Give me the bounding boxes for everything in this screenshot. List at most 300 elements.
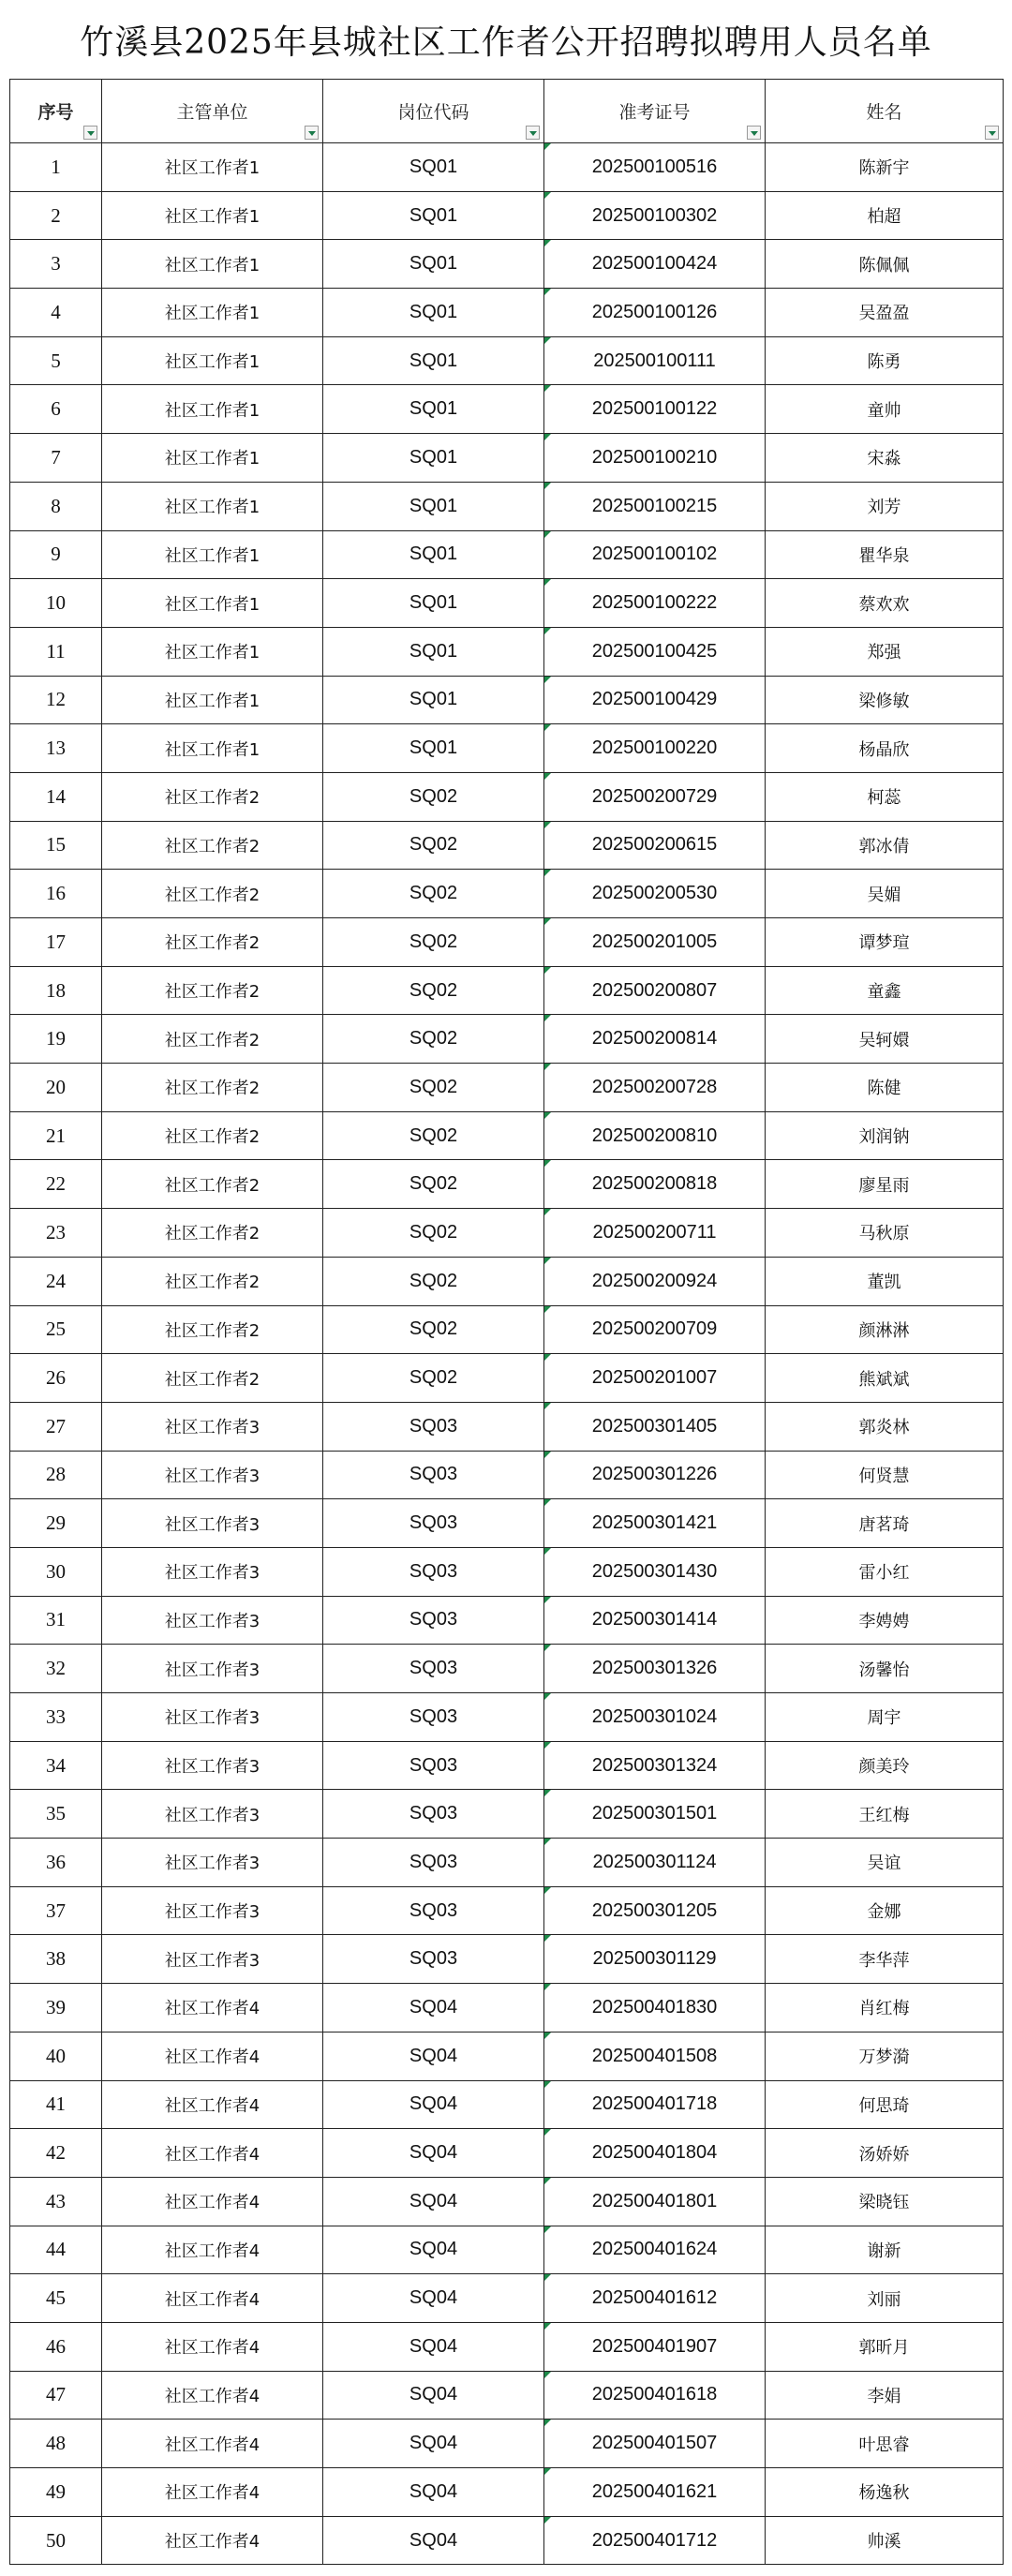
unit-cell: 社区工作者3: [102, 1547, 323, 1596]
green-corner-marker: [544, 579, 551, 586]
seq-cell: 15: [10, 821, 102, 870]
green-corner-marker: [544, 773, 551, 780]
name-cell: 肖红梅: [766, 1984, 1004, 2033]
ticket-cell: 202500100220: [544, 724, 766, 773]
green-corner-marker: [544, 1160, 551, 1167]
unit-cell: 社区工作者1: [102, 482, 323, 530]
unit-cell: 社区工作者2: [102, 870, 323, 918]
filter-dropdown-icon[interactable]: [83, 126, 97, 140]
ticket-cell: 202500100425: [544, 627, 766, 676]
green-corner-marker: [544, 2274, 551, 2281]
ticket-cell: 202500201007: [544, 1354, 766, 1403]
table-row: [10, 240, 1004, 289]
green-corner-marker: [544, 1258, 551, 1264]
unit-cell: 社区工作者4: [102, 2032, 323, 2080]
seq-cell: 42: [10, 2129, 102, 2178]
ticket-cell: 202500301226: [544, 1451, 766, 1499]
ticket-cell: 202500100222: [544, 579, 766, 628]
unit-cell: 社区工作者4: [102, 2371, 323, 2420]
table-row: [10, 2468, 1004, 2517]
green-corner-marker: [544, 2323, 551, 2330]
green-corner-marker: [544, 1693, 551, 1700]
ticket-cell: 202500100424: [544, 240, 766, 289]
seq-cell: 13: [10, 724, 102, 773]
ticket-cell: 202500200807: [544, 966, 766, 1015]
ticket-cell: 202500200729: [544, 772, 766, 821]
ticket-cell: 202500301324: [544, 1741, 766, 1790]
table-row: [10, 2516, 1004, 2565]
unit-cell: 社区工作者2: [102, 1160, 323, 1209]
page-title: 竹溪县2025年县城社区工作者公开招聘拟聘用人员名单: [80, 22, 932, 62]
green-corner-marker: [544, 2178, 551, 2184]
header-unit-label: 主管单位: [176, 102, 248, 123]
header-name-label: 姓名: [866, 102, 902, 123]
name-cell: 柏超: [766, 191, 1004, 240]
green-corner-marker: [544, 1790, 551, 1796]
ticket-cell: 202500301414: [544, 1596, 766, 1645]
name-cell: 杨逸秋: [766, 2468, 1004, 2517]
unit-cell: 社区工作者1: [102, 143, 323, 192]
unit-cell: 社区工作者1: [102, 289, 323, 337]
ticket-cell: 202500301129: [544, 1935, 766, 1984]
seq-cell: 12: [10, 676, 102, 724]
filter-dropdown-icon[interactable]: [985, 126, 999, 140]
code-cell: SQ02: [323, 870, 544, 918]
green-corner-marker: [544, 483, 551, 489]
name-cell: 刘润钠: [766, 1111, 1004, 1160]
code-cell: SQ01: [323, 289, 544, 337]
seq-cell: 19: [10, 1015, 102, 1064]
ticket-cell: 202500301405: [544, 1402, 766, 1451]
table-row: [10, 191, 1004, 240]
name-cell: 董凯: [766, 1257, 1004, 1305]
code-cell: SQ04: [323, 2322, 544, 2371]
ticket-cell: 202500401618: [544, 2371, 766, 2420]
unit-cell: 社区工作者2: [102, 918, 323, 967]
unit-cell: 社区工作者2: [102, 821, 323, 870]
green-corner-marker: [544, 1887, 551, 1894]
unit-cell: 社区工作者1: [102, 336, 323, 385]
name-cell: 熊斌斌: [766, 1354, 1004, 1403]
ticket-cell: 202500301205: [544, 1886, 766, 1935]
table-row: [10, 2322, 1004, 2371]
code-cell: SQ02: [323, 1064, 544, 1112]
name-cell: 陈佩佩: [766, 240, 1004, 289]
code-cell: SQ04: [323, 2468, 544, 2517]
unit-cell: 社区工作者4: [102, 1984, 323, 2033]
ticket-cell: 202500301430: [544, 1547, 766, 1596]
seq-cell: 6: [10, 385, 102, 434]
ticket-cell: 202500401507: [544, 2420, 766, 2468]
table-row: [10, 2371, 1004, 2420]
code-cell: SQ02: [323, 1015, 544, 1064]
ticket-cell: 202500100111: [544, 336, 766, 385]
green-corner-marker: [544, 918, 551, 925]
name-cell: 柯蕊: [766, 772, 1004, 821]
ticket-cell: 202500100516: [544, 143, 766, 192]
ticket-cell: 202500200615: [544, 821, 766, 870]
table-row: [10, 1839, 1004, 1887]
ticket-cell: 202500401508: [544, 2032, 766, 2080]
green-corner-marker: [544, 143, 551, 150]
code-cell: SQ01: [323, 385, 544, 434]
name-cell: 李娉娉: [766, 1596, 1004, 1645]
seq-cell: 3: [10, 240, 102, 289]
ticket-cell: 202500200728: [544, 1064, 766, 1112]
name-cell: 陈新宇: [766, 143, 1004, 192]
ticket-cell: 202500401621: [544, 2468, 766, 2517]
code-cell: SQ02: [323, 966, 544, 1015]
green-corner-marker: [544, 1548, 551, 1555]
unit-cell: 社区工作者1: [102, 724, 323, 773]
table-row: [10, 724, 1004, 773]
table-row: [10, 482, 1004, 530]
code-cell: SQ02: [323, 821, 544, 870]
table-row: [10, 2226, 1004, 2274]
seq-cell: 29: [10, 1499, 102, 1548]
seq-cell: 45: [10, 2274, 102, 2323]
seq-cell: 23: [10, 1209, 102, 1258]
seq-cell: 14: [10, 772, 102, 821]
name-cell: 郭炎林: [766, 1402, 1004, 1451]
seq-cell: 49: [10, 2468, 102, 2517]
green-corner-marker: [544, 1597, 551, 1603]
table-row: [10, 966, 1004, 1015]
seq-cell: 41: [10, 2080, 102, 2129]
code-cell: SQ02: [323, 1111, 544, 1160]
green-corner-marker: [544, 1064, 551, 1070]
seq-cell: 25: [10, 1305, 102, 1354]
unit-cell: 社区工作者3: [102, 1886, 323, 1935]
ticket-cell: 202500201005: [544, 918, 766, 967]
ticket-cell: 202500401801: [544, 2177, 766, 2226]
unit-cell: 社区工作者3: [102, 1645, 323, 1693]
ticket-cell: 202500301326: [544, 1645, 766, 1693]
code-cell: SQ03: [323, 1402, 544, 1451]
code-cell: SQ03: [323, 1741, 544, 1790]
code-cell: SQ03: [323, 1693, 544, 1742]
name-cell: 何贤慧: [766, 1451, 1004, 1499]
name-cell: 叶思睿: [766, 2420, 1004, 2468]
green-corner-marker: [544, 2081, 551, 2088]
seq-cell: 22: [10, 1160, 102, 1209]
code-cell: SQ04: [323, 2080, 544, 2129]
unit-cell: 社区工作者1: [102, 240, 323, 289]
ticket-cell: 202500401612: [544, 2274, 766, 2323]
table-row: [10, 289, 1004, 337]
filter-dropdown-icon[interactable]: [526, 126, 540, 140]
green-corner-marker: [544, 1935, 551, 1942]
name-cell: 郭昕月: [766, 2322, 1004, 2371]
code-cell: SQ03: [323, 1839, 544, 1887]
green-corner-marker: [544, 1112, 551, 1119]
table-row: [10, 1741, 1004, 1790]
code-cell: SQ01: [323, 482, 544, 530]
code-cell: SQ02: [323, 1209, 544, 1258]
ticket-cell: 202500200818: [544, 1160, 766, 1209]
unit-cell: 社区工作者4: [102, 2516, 323, 2565]
code-cell: SQ04: [323, 2371, 544, 2420]
table-row: [10, 1451, 1004, 1499]
name-cell: 谭梦瑄: [766, 918, 1004, 967]
table-row: [10, 1111, 1004, 1160]
green-corner-marker: [544, 434, 551, 440]
name-cell: 颜淋淋: [766, 1305, 1004, 1354]
ticket-cell: 202500301501: [544, 1790, 766, 1839]
name-cell: 帅溪: [766, 2516, 1004, 2565]
table-row: [10, 2420, 1004, 2468]
ticket-cell: 202500100210: [544, 434, 766, 483]
seq-cell: 4: [10, 289, 102, 337]
code-cell: SQ04: [323, 2516, 544, 2565]
name-cell: 雷小红: [766, 1547, 1004, 1596]
seq-cell: 46: [10, 2322, 102, 2371]
table-row: [10, 1064, 1004, 1112]
seq-cell: 7: [10, 434, 102, 483]
seq-cell: 2: [10, 191, 102, 240]
seq-cell: 10: [10, 579, 102, 628]
unit-cell: 社区工作者4: [102, 2274, 323, 2323]
code-cell: SQ01: [323, 724, 544, 773]
name-cell: 汤馨怡: [766, 1645, 1004, 1693]
name-cell: 陈健: [766, 1064, 1004, 1112]
ticket-cell: 202500100215: [544, 482, 766, 530]
name-cell: 李娟: [766, 2371, 1004, 2420]
ticket-cell: 202500301024: [544, 1693, 766, 1742]
seq-cell: 1: [10, 143, 102, 192]
unit-cell: 社区工作者2: [102, 1064, 323, 1112]
table-row: [10, 434, 1004, 483]
green-corner-marker: [544, 531, 551, 538]
name-cell: 金娜: [766, 1886, 1004, 1935]
filter-dropdown-icon[interactable]: [305, 126, 319, 140]
table-row: [10, 2274, 1004, 2323]
table-row: [10, 1935, 1004, 1984]
unit-cell: 社区工作者2: [102, 1111, 323, 1160]
code-cell: SQ03: [323, 1547, 544, 1596]
unit-cell: 社区工作者4: [102, 2226, 323, 2274]
seq-cell: 30: [10, 1547, 102, 1596]
unit-cell: 社区工作者1: [102, 627, 323, 676]
unit-cell: 社区工作者3: [102, 1839, 323, 1887]
name-cell: 蔡欢欢: [766, 579, 1004, 628]
table-row: [10, 1305, 1004, 1354]
table-row: [10, 772, 1004, 821]
name-cell: 汤娇娇: [766, 2129, 1004, 2178]
green-corner-marker: [544, 1984, 551, 1990]
green-corner-marker: [544, 628, 551, 634]
name-cell: 瞿华泉: [766, 530, 1004, 579]
table-row: [10, 821, 1004, 870]
filter-dropdown-icon[interactable]: [747, 126, 761, 140]
code-cell: SQ01: [323, 191, 544, 240]
seq-cell: 8: [10, 482, 102, 530]
ticket-cell: 202500401804: [544, 2129, 766, 2178]
table-row: [10, 1693, 1004, 1742]
unit-cell: 社区工作者4: [102, 2420, 323, 2468]
green-corner-marker: [544, 822, 551, 828]
unit-cell: 社区工作者4: [102, 2322, 323, 2371]
table-row: [10, 1209, 1004, 1258]
code-cell: SQ01: [323, 336, 544, 385]
green-corner-marker: [544, 2226, 551, 2233]
green-corner-marker: [544, 1209, 551, 1215]
unit-cell: 社区工作者2: [102, 1209, 323, 1258]
table-row: [10, 870, 1004, 918]
unit-cell: 社区工作者3: [102, 1402, 323, 1451]
header-unit: [102, 80, 323, 143]
seq-cell: 11: [10, 627, 102, 676]
code-cell: SQ04: [323, 2129, 544, 2178]
unit-cell: 社区工作者3: [102, 1741, 323, 1790]
code-cell: SQ01: [323, 627, 544, 676]
green-corner-marker: [544, 2468, 551, 2475]
seq-cell: 35: [10, 1790, 102, 1839]
name-cell: 刘芳: [766, 482, 1004, 530]
green-corner-marker: [544, 2033, 551, 2039]
green-corner-marker: [544, 192, 551, 199]
seq-cell: 43: [10, 2177, 102, 2226]
name-cell: 谢新: [766, 2226, 1004, 2274]
unit-cell: 社区工作者1: [102, 434, 323, 483]
table-row: [10, 2129, 1004, 2178]
code-cell: SQ02: [323, 1160, 544, 1209]
seq-cell: 39: [10, 1984, 102, 2033]
ticket-cell: 202500200711: [544, 1209, 766, 1258]
code-cell: SQ01: [323, 579, 544, 628]
name-cell: 吴盈盈: [766, 289, 1004, 337]
green-corner-marker: [544, 1839, 551, 1845]
seq-cell: 18: [10, 966, 102, 1015]
code-cell: SQ02: [323, 918, 544, 967]
green-corner-marker: [544, 724, 551, 731]
seq-cell: 36: [10, 1839, 102, 1887]
code-cell: SQ03: [323, 1499, 544, 1548]
table-row: [10, 143, 1004, 192]
name-cell: 郑强: [766, 627, 1004, 676]
ticket-cell: 202500401712: [544, 2516, 766, 2565]
name-cell: 何思琦: [766, 2080, 1004, 2129]
ticket-cell: 202500100429: [544, 676, 766, 724]
green-corner-marker: [544, 1306, 551, 1313]
table-row: [10, 676, 1004, 724]
green-corner-marker: [544, 677, 551, 683]
seq-cell: 21: [10, 1111, 102, 1160]
table-row: [10, 385, 1004, 434]
ticket-cell: 202500200530: [544, 870, 766, 918]
unit-cell: 社区工作者2: [102, 1305, 323, 1354]
seq-cell: 38: [10, 1935, 102, 1984]
seq-cell: 5: [10, 336, 102, 385]
name-cell: 王红梅: [766, 1790, 1004, 1839]
code-cell: SQ03: [323, 1886, 544, 1935]
table-row: [10, 2177, 1004, 2226]
green-corner-marker: [544, 967, 551, 974]
name-cell: 童帅: [766, 385, 1004, 434]
code-cell: SQ01: [323, 434, 544, 483]
code-cell: SQ03: [323, 1645, 544, 1693]
seq-cell: 33: [10, 1693, 102, 1742]
table-row: [10, 336, 1004, 385]
name-cell: 万梦漪: [766, 2032, 1004, 2080]
code-cell: SQ02: [323, 772, 544, 821]
name-cell: 梁修敏: [766, 676, 1004, 724]
unit-cell: 社区工作者2: [102, 772, 323, 821]
unit-cell: 社区工作者1: [102, 676, 323, 724]
green-corner-marker: [544, 1499, 551, 1506]
table-row: [10, 1499, 1004, 1548]
green-corner-marker: [544, 2517, 551, 2524]
table-body: [10, 143, 1004, 2565]
header-code-label: 岗位代码: [397, 102, 469, 123]
seq-cell: 27: [10, 1402, 102, 1451]
seq-cell: 47: [10, 2371, 102, 2420]
seq-cell: 34: [10, 1741, 102, 1790]
header-ticket-label: 准考证号: [618, 102, 691, 123]
header-seq-label: 序号: [37, 102, 74, 123]
green-corner-marker: [544, 1452, 551, 1458]
unit-cell: 社区工作者1: [102, 530, 323, 579]
name-cell: 颜美玲: [766, 1741, 1004, 1790]
unit-cell: 社区工作者2: [102, 1354, 323, 1403]
table-row: [10, 2080, 1004, 2129]
seq-cell: 16: [10, 870, 102, 918]
ticket-cell: 202500200810: [544, 1111, 766, 1160]
name-cell: 李华萍: [766, 1935, 1004, 1984]
ticket-cell: 202500200709: [544, 1305, 766, 1354]
table-row: [10, 579, 1004, 628]
name-cell: 郭冰倩: [766, 821, 1004, 870]
name-cell: 唐茗琦: [766, 1499, 1004, 1548]
seq-cell: 40: [10, 2032, 102, 2080]
table-row: [10, 1596, 1004, 1645]
table-row: [10, 1257, 1004, 1305]
unit-cell: 社区工作者3: [102, 1935, 323, 1984]
green-corner-marker: [544, 1645, 551, 1651]
name-cell: 童鑫: [766, 966, 1004, 1015]
table-row: [10, 1015, 1004, 1064]
table-row: [10, 627, 1004, 676]
code-cell: SQ02: [323, 1354, 544, 1403]
table-row: [10, 1984, 1004, 2033]
unit-cell: 社区工作者3: [102, 1451, 323, 1499]
table-row: [10, 2032, 1004, 2080]
table-row: [10, 1790, 1004, 1839]
table-row: [10, 1547, 1004, 1596]
green-corner-marker: [544, 2129, 551, 2136]
header-seq: [10, 80, 102, 143]
name-cell: 梁晓钰: [766, 2177, 1004, 2226]
name-cell: 马秋原: [766, 1209, 1004, 1258]
name-cell: 廖星雨: [766, 1160, 1004, 1209]
seq-cell: 44: [10, 2226, 102, 2274]
name-cell: 吴媚: [766, 870, 1004, 918]
code-cell: SQ03: [323, 1935, 544, 1984]
ticket-cell: 202500401830: [544, 1984, 766, 2033]
green-corner-marker: [544, 1403, 551, 1409]
ticket-cell: 202500301421: [544, 1499, 766, 1548]
header-name: [766, 80, 1004, 143]
ticket-cell: 202500301124: [544, 1839, 766, 1887]
table-row: [10, 1402, 1004, 1451]
unit-cell: 社区工作者3: [102, 1790, 323, 1839]
seq-cell: 31: [10, 1596, 102, 1645]
unit-cell: 社区工作者4: [102, 2177, 323, 2226]
code-cell: SQ03: [323, 1790, 544, 1839]
ticket-cell: 202500100102: [544, 530, 766, 579]
ticket-cell: 202500401624: [544, 2226, 766, 2274]
code-cell: SQ04: [323, 2274, 544, 2323]
